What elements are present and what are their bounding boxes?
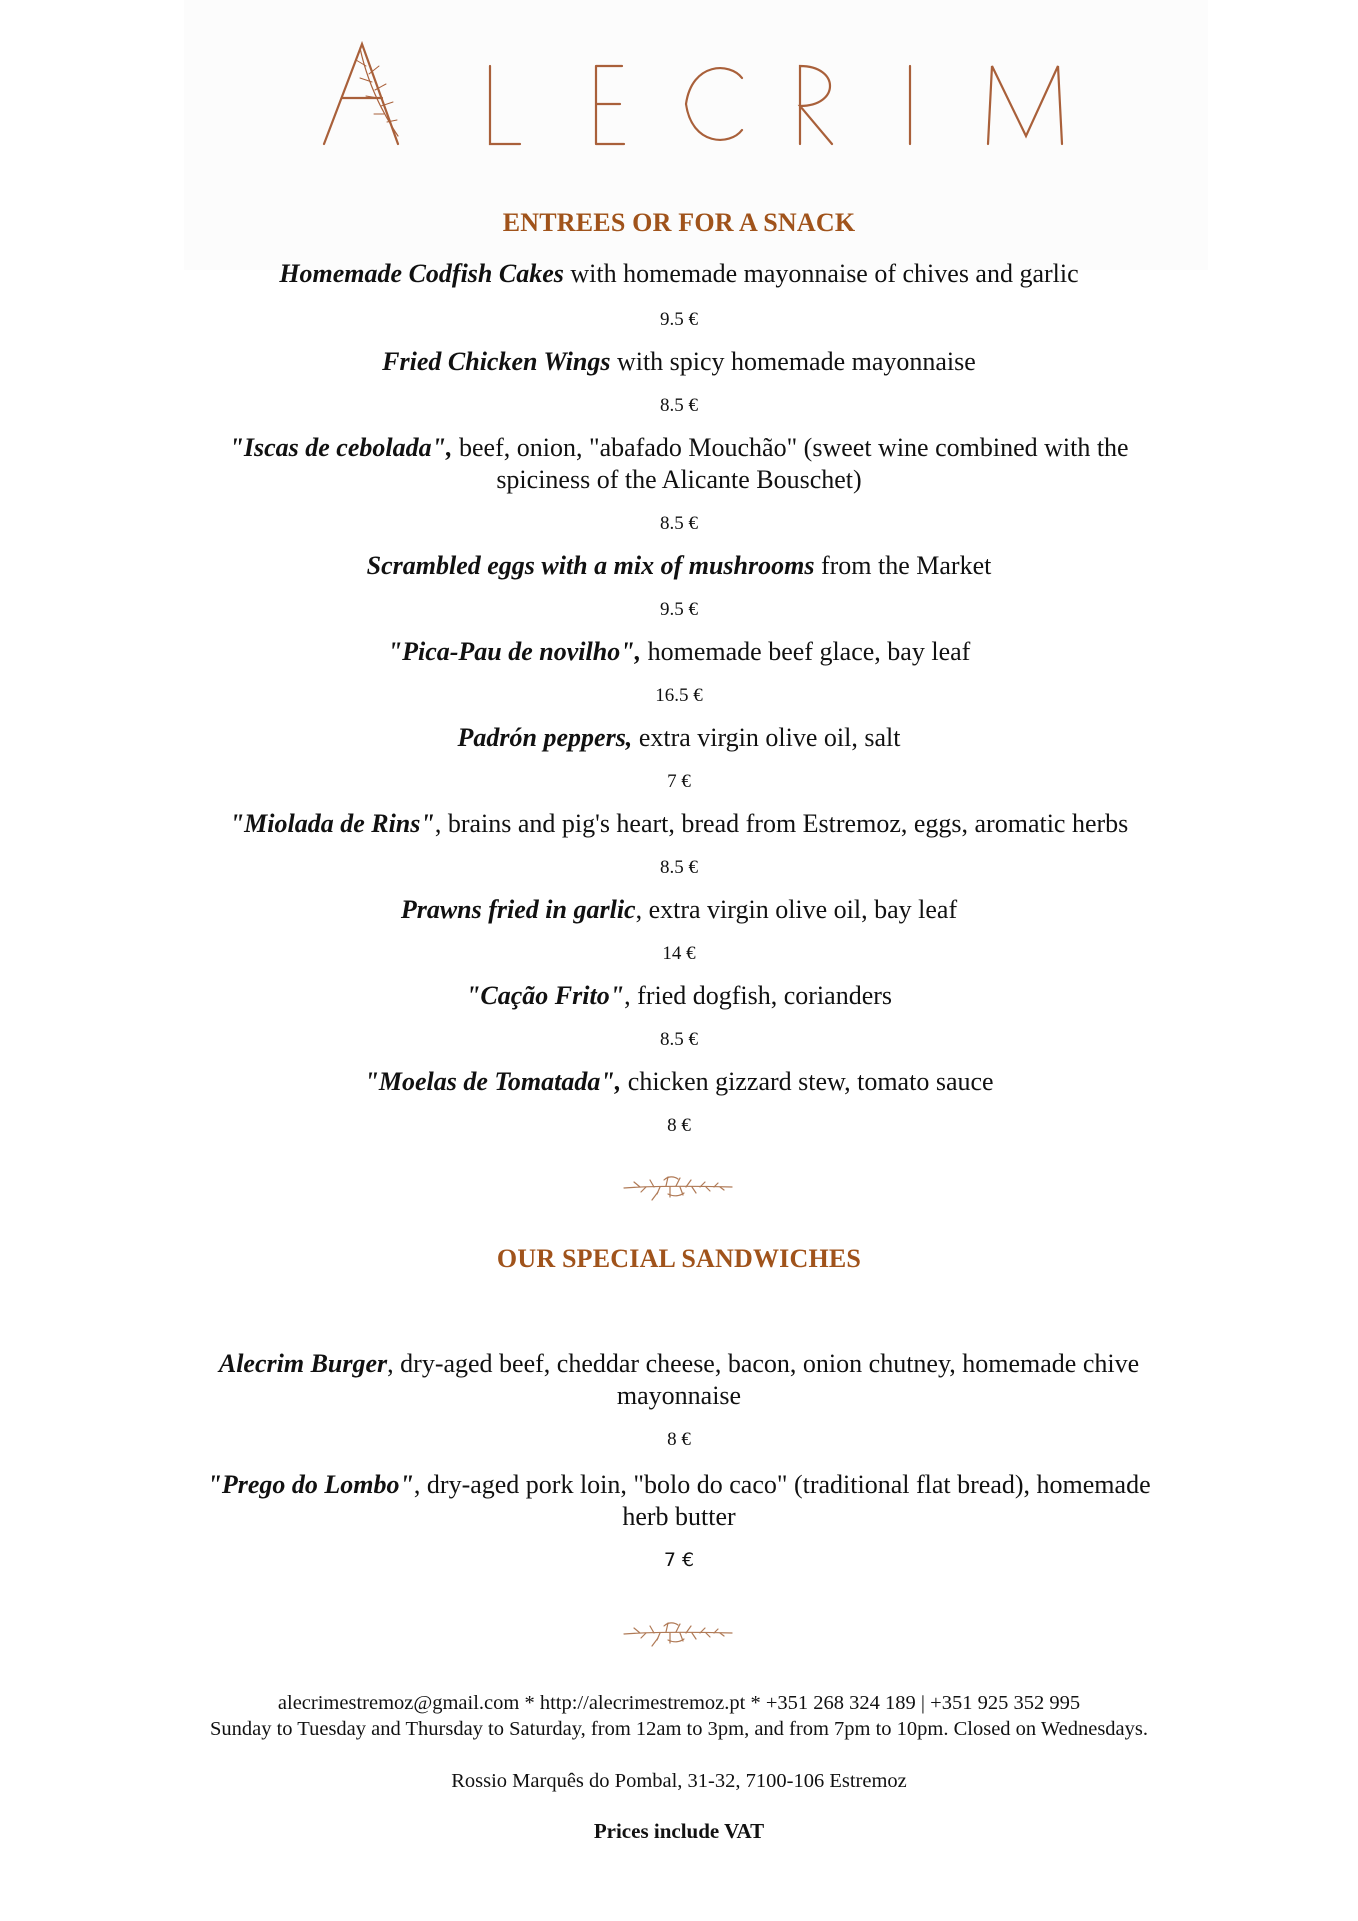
item-price: 16.5 €	[655, 685, 703, 706]
menu-item	[200, 980, 1158, 1012]
menu-item	[200, 258, 1158, 290]
menu-item	[200, 808, 1158, 840]
item-price: 9.5 €	[660, 309, 698, 330]
alecrim-logo	[320, 36, 1080, 156]
menu-item	[200, 722, 1158, 754]
item-price: 8 €	[667, 1429, 691, 1450]
item-price: 8.5 €	[660, 395, 698, 416]
menu-item	[200, 1469, 1158, 1533]
dish-name: Fried Chicken Wings	[382, 347, 611, 376]
menu-item	[200, 894, 1158, 926]
menu-item	[200, 636, 1158, 668]
opening-hours: Sunday to Tuesday and Thursday to Saturday, from 12am to 3pm, and from 7pm to 10pm. Closed on Wednesdays.	[209, 1718, 1149, 1740]
sprig-divider-icon	[620, 1612, 738, 1654]
item-price: 14 €	[662, 943, 696, 964]
contact-line: alecrimestremoz@gmail.com * http://alecrimestremoz.pt * +351 268 324 189 | +351 925 352 995	[277, 1692, 1081, 1714]
item-price: 9.5 €	[660, 599, 698, 620]
item-price: 7 €	[663, 1549, 695, 1571]
dish-description: homemade beef glace, bay leaf	[641, 637, 971, 666]
dish-description: , fried dogfish, corianders	[624, 981, 893, 1010]
dish-description: , dry-aged pork loin, "bolo do caco" (traditional flat bread), homemade herb butter	[413, 1470, 1151, 1531]
item-price: 7 €	[667, 771, 691, 792]
dish-description: from the Market	[814, 551, 992, 580]
dish-description: with spicy homemade mayonnaise	[610, 347, 976, 376]
dish-description: beef, onion, "abafado Mouchão" (sweet wine combined with the spiciness of the Alicante Bouschet)	[452, 433, 1129, 494]
section-title-entrees: ENTREES OR FOR A SNACK	[502, 208, 856, 237]
menu-item	[200, 1066, 1158, 1098]
dish-description: , dry-aged beef, cheddar cheese, bacon, onion chutney, homemade chive mayonnaise	[387, 1349, 1140, 1410]
menu-item	[200, 346, 1158, 378]
address: Rossio Marquês do Pombal, 31-32, 7100-106 Estremoz	[451, 1770, 907, 1792]
dish-name: "Cação Frito"	[465, 981, 625, 1010]
dish-name: "Prego do Lombo"	[207, 1470, 414, 1499]
dish-name: Homemade Codfish Cakes	[279, 259, 564, 288]
dish-description: , brains and pig's heart, bread from Estremoz, eggs, aromatic herbs	[434, 809, 1129, 838]
item-price: 8.5 €	[660, 1029, 698, 1050]
dish-name: Alecrim Burger	[218, 1349, 388, 1378]
dish-description: chicken gizzard stew, tomato sauce	[621, 1067, 994, 1096]
dish-description: with homemade mayonnaise of chives and garlic	[563, 259, 1079, 288]
menu-item	[200, 432, 1158, 496]
dish-name: Prawns fried in garlic	[400, 895, 636, 924]
menu-item	[200, 1348, 1158, 1412]
dish-name: Scrambled eggs with a mix of mushrooms	[366, 551, 815, 580]
dish-name: Padrón peppers,	[457, 723, 633, 752]
item-price: 8.5 €	[660, 513, 698, 534]
sprig-divider-icon	[620, 1166, 738, 1208]
vat-note: Prices include VAT	[593, 1819, 765, 1843]
dish-description: extra virgin olive oil, salt	[632, 723, 901, 752]
dish-name: "Pica-Pau de novilho",	[387, 637, 642, 666]
item-price: 8 €	[667, 1115, 691, 1136]
item-price: 8.5 €	[660, 857, 698, 878]
dish-name: "Moelas de Tomatada",	[364, 1067, 622, 1096]
dish-name: "Miolada de Rins"	[229, 809, 435, 838]
dish-description: , extra virgin olive oil, bay leaf	[635, 895, 958, 924]
section-title-sandwiches: OUR SPECIAL SANDWICHES	[496, 1244, 862, 1273]
dish-name: "Iscas de cebolada",	[229, 433, 453, 462]
menu-item	[200, 550, 1158, 582]
